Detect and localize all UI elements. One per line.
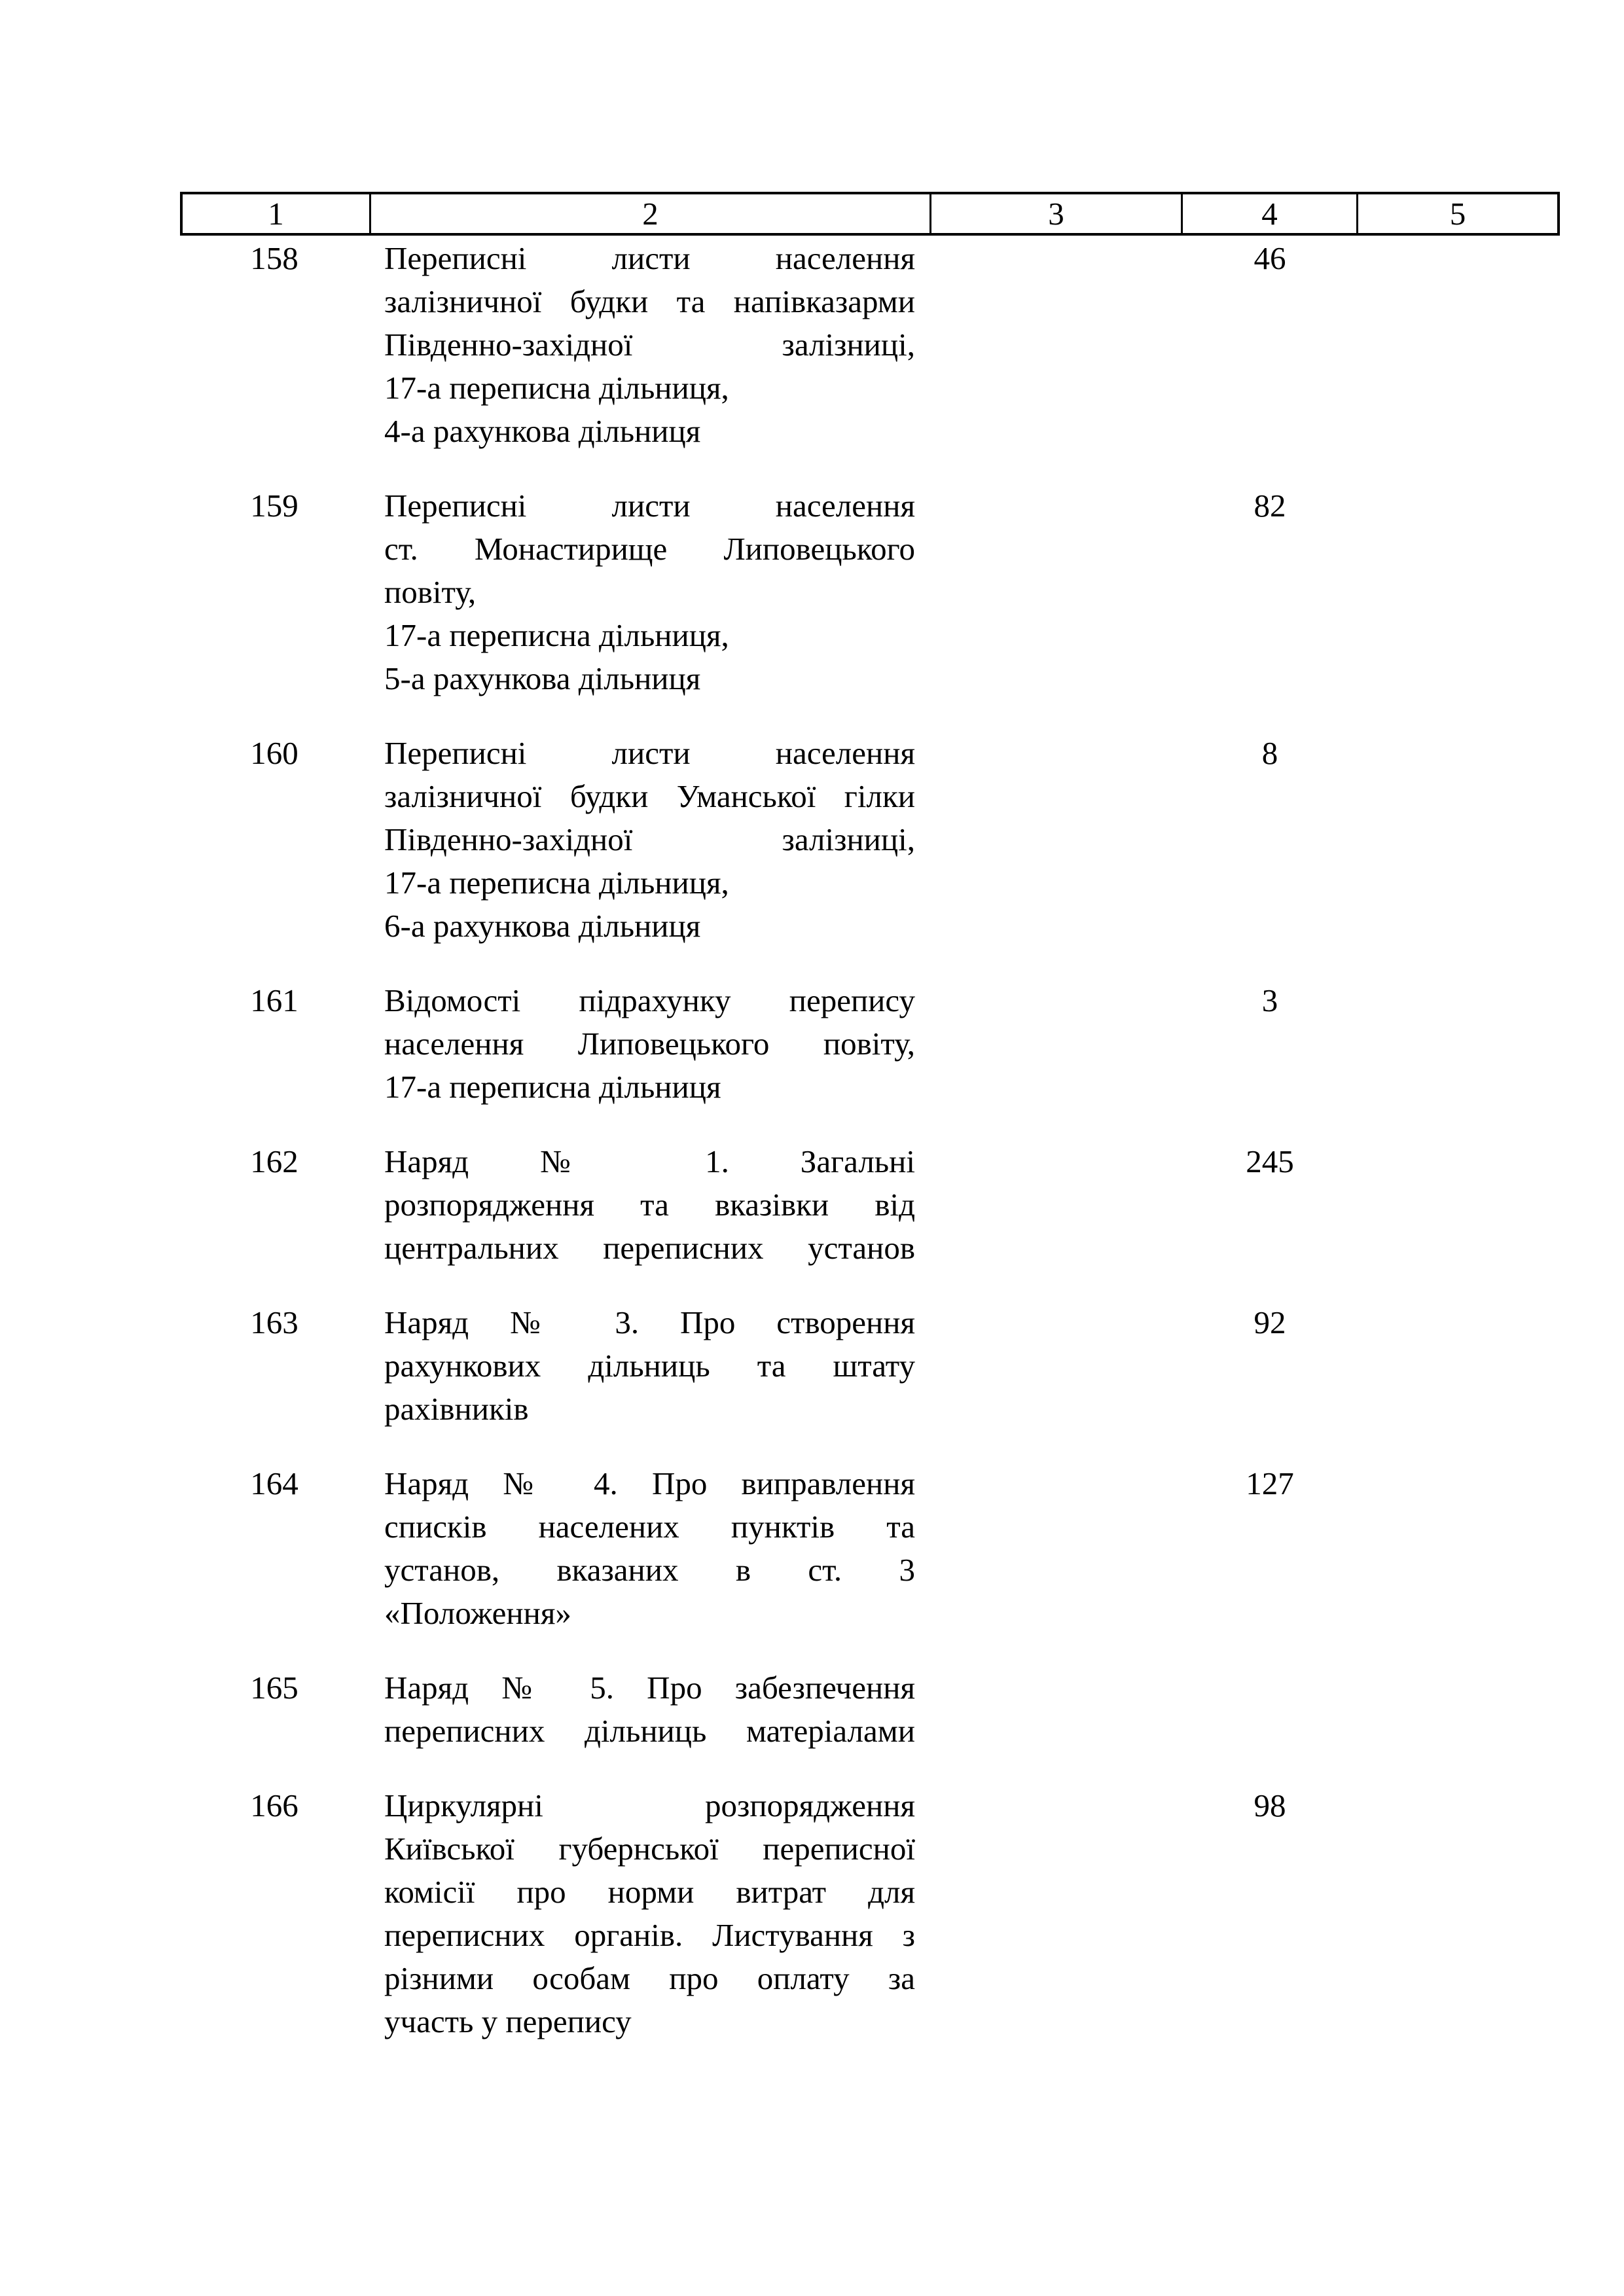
row-number: 163 (250, 1304, 298, 1340)
description-line: переписних органів. Листування з (384, 1917, 915, 1953)
description-line: Південно-західної залізниці, (384, 327, 915, 363)
row-number: 166 (250, 1787, 298, 1823)
description-line: Київської губернської переписної (384, 1831, 915, 1867)
row-number: 161 (250, 982, 298, 1018)
row-sheet-count: 98 (1254, 1787, 1286, 1823)
description-line: 5-а рахункова дільниця (384, 660, 701, 696)
description-line: залізничної будки Уманської гілки (384, 778, 915, 814)
row-sheet-count: 92 (1254, 1304, 1286, 1340)
header-col-2: 2 (371, 194, 931, 233)
header-col-3: 3 (931, 194, 1183, 233)
row-description (384, 979, 915, 1109)
description-line: Переписні листи населення (384, 488, 915, 524)
table-row-161 (0, 979, 1624, 1109)
description-line: 17-а переписна дільниця, (384, 370, 729, 406)
row-number: 164 (250, 1465, 298, 1501)
table-row-160 (0, 732, 1624, 948)
description-line: залізничної будки та напівказарми (384, 283, 915, 319)
description-line: 4-а рахункова дільниця (384, 413, 701, 449)
description-line: участь у перепису (384, 2003, 632, 2039)
row-description (384, 1140, 915, 1270)
table-row-163 (0, 1301, 1624, 1431)
row-number: 158 (250, 240, 298, 276)
row-description (384, 1666, 915, 1753)
description-line: повіту, (384, 574, 477, 610)
description-line: рахівників (384, 1391, 529, 1427)
row-description (384, 1462, 915, 1635)
description-line: розпорядження та вказівки від (384, 1187, 915, 1223)
table-row-165 (0, 1666, 1624, 1753)
row-number: 159 (250, 488, 298, 524)
description-line: 17-а переписна дільниця, (384, 617, 729, 653)
header-col-4: 4 (1183, 194, 1358, 233)
table-row-159 (0, 484, 1624, 700)
header-col-5: 5 (1449, 196, 1466, 232)
description-line: «Положення» (384, 1595, 571, 1631)
row-number: 162 (250, 1143, 298, 1179)
description-line: центральних переписних установ (384, 1230, 915, 1266)
table-header-row (180, 192, 1560, 236)
description-line: 17-а переписна дільниця (384, 1069, 721, 1105)
description-line: Наряд № 1. Загальні (384, 1143, 915, 1179)
table-row-166 (0, 1784, 1624, 2043)
row-description (384, 1784, 915, 2043)
row-sheet-count: 127 (1246, 1465, 1294, 1501)
description-line: Наряд № 3. Про створення (384, 1304, 915, 1340)
row-sheet-count: 82 (1254, 488, 1286, 524)
description-line: установ, вказаних в ст. 3 (384, 1552, 915, 1588)
table-row-164 (0, 1462, 1624, 1635)
header-col-1: 1 (183, 194, 371, 233)
description-line: комісії про норми витрат для (384, 1874, 915, 1910)
description-line: Відомості підрахунку перепису (384, 982, 915, 1018)
description-line: переписних дільниць матеріалами (384, 1713, 915, 1749)
row-sheet-count: 245 (1246, 1143, 1294, 1179)
row-number: 160 (250, 735, 298, 771)
description-line: Переписні листи населення (384, 240, 915, 276)
description-line: Наряд № 4. Про виправлення (384, 1465, 915, 1501)
description-line: Південно-західної залізниці, (384, 821, 915, 857)
description-line: рахункових дільниць та штату (384, 1348, 915, 1384)
description-line: Переписні листи населення (384, 735, 915, 771)
table-row-162 (0, 1140, 1624, 1270)
description-line: ст. Монастирище Липовецького (384, 531, 915, 567)
row-description (384, 1301, 915, 1431)
description-line: списків населених пунктів та (384, 1509, 915, 1545)
description-line: 17-а переписна дільниця, (384, 865, 729, 901)
description-line: Циркулярні розпорядження (384, 1787, 915, 1823)
table-row-158 (0, 237, 1624, 453)
row-number: 165 (250, 1670, 298, 1706)
row-sheet-count: 3 (1261, 982, 1278, 1018)
description-line: населення Липовецького повіту, (384, 1026, 915, 1062)
row-description (384, 484, 915, 700)
row-sheet-count: 46 (1254, 240, 1286, 276)
row-description (384, 237, 915, 453)
row-sheet-count: 8 (1261, 735, 1278, 771)
description-line: Наряд № 5. Про забезпечення (384, 1670, 915, 1706)
description-line: різними особам про оплату за (384, 1960, 915, 1996)
table-body (0, 237, 1624, 2075)
row-description (384, 732, 915, 948)
description-line: 6-а рахункова дільниця (384, 908, 701, 944)
